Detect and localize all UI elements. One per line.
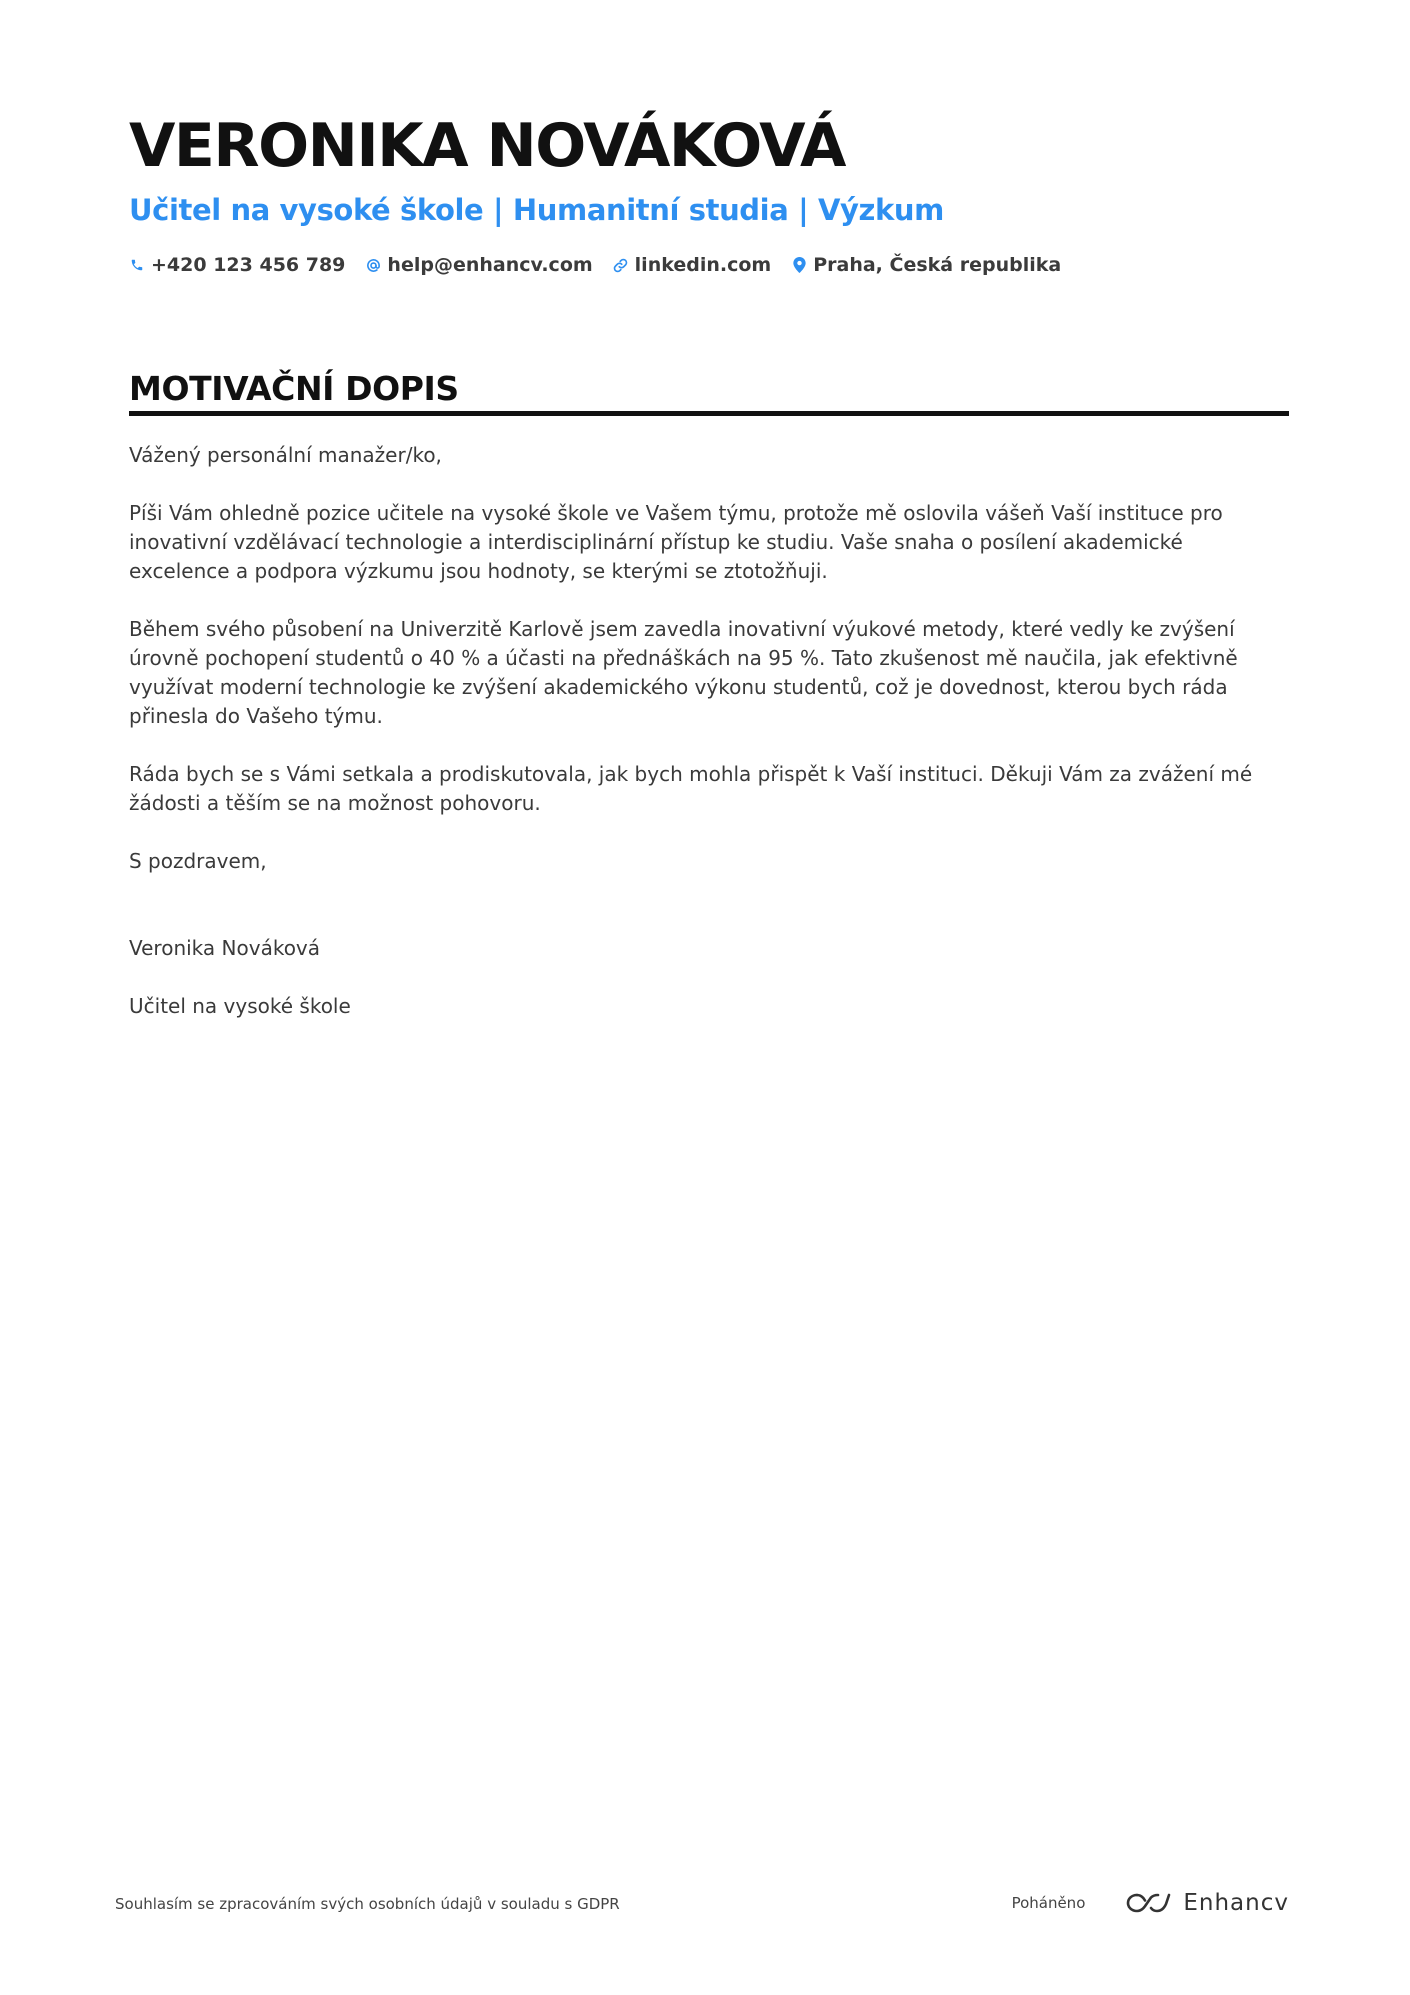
section-title: MOTIVAČNÍ DOPIS [129,369,459,408]
letter-body [129,441,1289,1050]
at-sign-icon [365,256,381,274]
powered-by-label: Poháněno [1011,1894,1086,1912]
contact-email[interactable] [365,254,592,276]
location-text: Praha, Česká republika [813,254,1062,276]
enhancv-wordmark: Enhancv [1183,1890,1289,1916]
gdpr-consent: Souhlasím se zpracováním svých osobních údajů v souladu s GDPR [115,1895,620,1913]
signature-title: Učitel na vysoké škole [129,994,351,1018]
powered-by [1012,1886,1289,1920]
linkedin-text: linkedin.com [634,254,772,276]
candidate-name: VERONIKA NOVÁKOVÁ [129,111,845,181]
map-pin-icon [791,256,807,274]
contact-linkedin[interactable] [613,254,772,276]
email-text: help@enhancv.com [387,254,593,276]
letter-closing: S pozdravem, [129,849,267,873]
header [129,108,1289,280]
letter-greeting: Vážený personální manažer/ko, [129,443,442,467]
link-icon [613,256,629,274]
contact-bar [129,250,1289,280]
section-divider [129,411,1289,416]
letter-paragraph: Ráda bych se s Vámi setkala a prodiskutovala, jak bych mohla přispět k Vaší instituci. Děkuji Vám za zvážení mé žádosti a těším se na možnost pohovoru. [129,762,1253,815]
phone-text: +420 123 456 789 [151,254,346,276]
contact-phone [129,254,345,276]
contact-location [791,254,1061,276]
enhancv-logo-icon [1125,1891,1171,1915]
letter-paragraph: Během svého působení na Univerzitě Karlově jsem zavedla inovativní výukové metody, které vedly ke zvýšení úrovně pochopení studentů o 40 % a účasti na přednáškách na 95 %. Tato zkušenost mě naučila, jak efektivně využívat moderní technologie ke zvýšení akademického výkonu studentů, což je dovednost, kterou bych ráda přinesla do Vašeho týmu. [129,617,1238,728]
phone-icon [129,256,145,274]
letter-paragraph: Píši Vám ohledně pozice učitele na vysoké škole ve Vašem týmu, protože mě oslovila vášeň Vaší instituce pro inovativní vzdělávací technologie a interdisciplinární přístup ke studiu. Vaše snaha o posílení akademické excelence a podpora výzkumu jsou hodnoty, se kterými se ztotožňuji. [129,501,1223,583]
candidate-subtitle: Učitel na vysoké škole | Humanitní studia | Výzkum [129,193,944,227]
signature-name: Veronika Nováková [129,936,321,960]
